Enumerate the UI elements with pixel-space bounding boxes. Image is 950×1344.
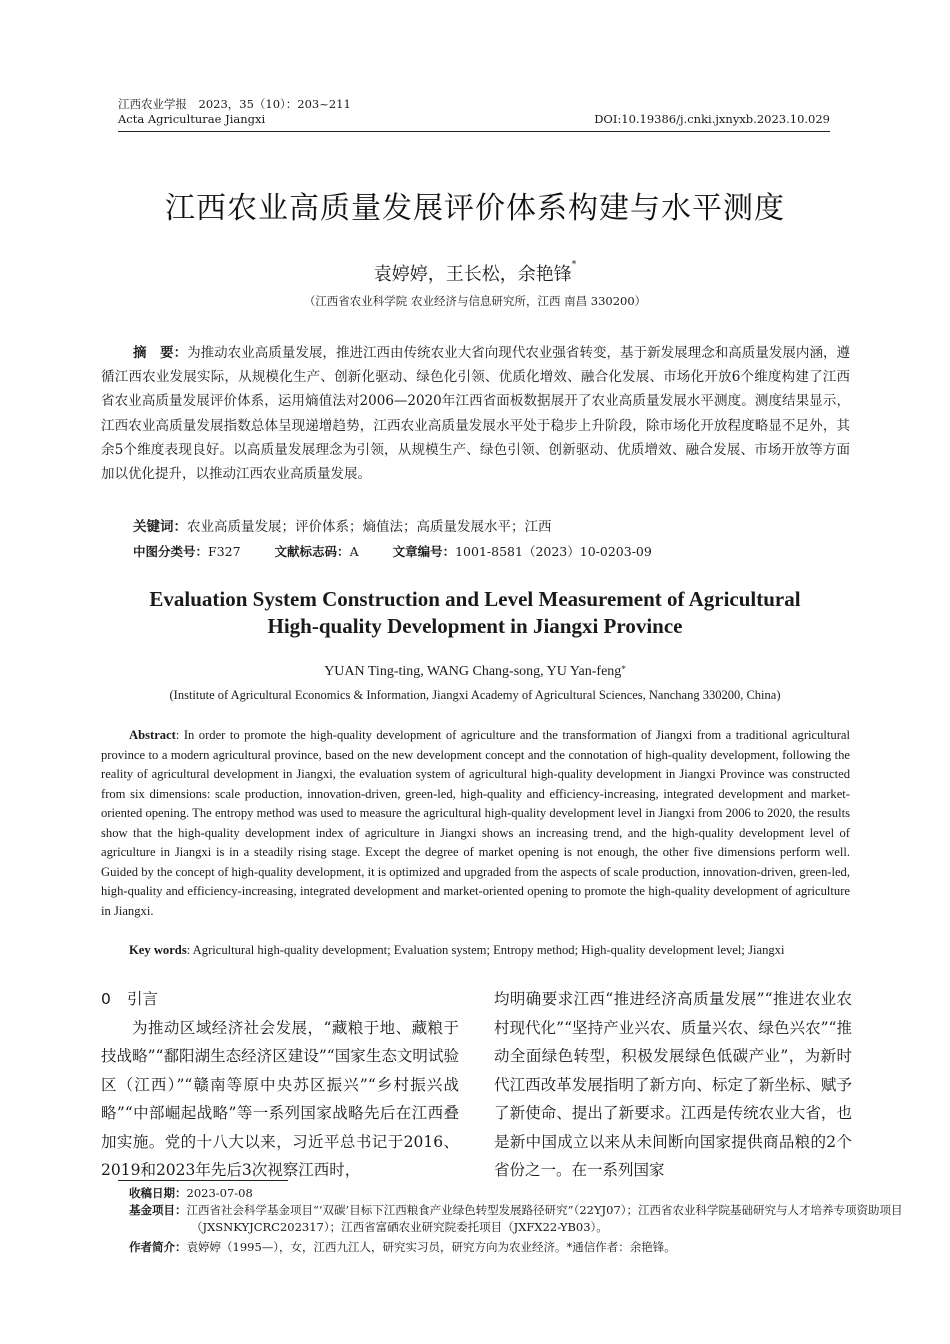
corresponding-mark: * (571, 260, 577, 270)
authors-english (0, 664, 950, 680)
title-english (0, 586, 950, 640)
clc-value: F327 (208, 544, 241, 559)
footnote-fund (129, 1202, 916, 1236)
corresponding-mark-en: * (621, 664, 626, 674)
section-heading (101, 985, 459, 1014)
article-number-value: 1001-8581（2023）10-0203-09 (455, 544, 652, 559)
author-bio-label: 作者简介： (129, 1240, 187, 1254)
classification-line (133, 542, 850, 562)
abstract-english-text: : In order to promote the high-quality development of agriculture and the transformation of Jiangxi from a traditional agricultural province to a modern agricultural province, based on the new development concept and the connotation of high-quality development, following the reality of agricultural development in Jiangxi, the evaluation system of agricultural high-quality development in Jiangxi Province was constructed from six dimensions: scale production, innovation-driven, green-led, high-quality and efficiency-increasing, integrated development and market-oriented opening. The entropy method was used to measure the agricultural high-quality development level in Jiangxi from 2006 to 2020, the results show that the high-quality development index of agriculture in Jiangxi shows an increasing trend, and the high-quality development level of agriculture in Jiangxi is in a steadily rising stage. Except the degree of market opening is not enough, the other five dimensions perform well. Guided by the concept of high-quality development, it is optimized and upgraded from the aspects of scale production, innovation-driven, green-led, high-quality and efficiency-increasing, integrated development and market-oriented opening to promote the high-quality development of agriculture in Jiangxi. (101, 728, 850, 918)
authors-english-names: YUAN Ting-ting, WANG Chang-song, YU Yan-feng (324, 664, 622, 679)
body-column-right (494, 985, 852, 1185)
journal-name-cn: 江西农业学报 2023，35（10）：203~211 (118, 97, 351, 111)
author-bio-text: 袁婷婷（1995—），女，江西九江人，研究实习员，研究方向为农业经济。*通信作者：余艳锋。 (186, 1240, 676, 1254)
running-header (118, 97, 830, 127)
received-date: 2023-07-08 (186, 1186, 253, 1200)
footnote-received (129, 1185, 854, 1202)
doc-code-value: A (349, 544, 359, 559)
doc-code-label: 文献标志码： (274, 544, 350, 559)
abstract-english (101, 726, 850, 921)
abstract-chinese (101, 341, 850, 486)
article-number-label: 文章编号： (392, 544, 456, 559)
header-divider (118, 131, 830, 132)
authors-chinese (0, 260, 950, 286)
affiliation-chinese: （江西省农业科学院 农业经济与信息研究所，江西 南昌 330200） (303, 294, 647, 308)
title-english-line-2: High-quality Development in Jiangxi Province (267, 614, 683, 638)
footnote-author (129, 1239, 854, 1256)
body-column-left (101, 985, 459, 1185)
keywords-chinese-text: 农业高质量发展；评价体系；熵值法；高质量发展水平；江西 (187, 519, 552, 535)
title-english-line-1: Evaluation System Construction and Level Measurement of Agricultural (149, 587, 801, 611)
abstract-english-label: Abstract (129, 728, 176, 742)
authors-chinese-names: 袁婷婷，王长松，余艳锋 (373, 264, 572, 285)
keywords-english-label: Key words (129, 943, 187, 957)
doi[interactable]: DOI:10.19386/j.cnki.jxnyxb.2023.10.029 (594, 112, 830, 126)
section-number: 0 (101, 990, 111, 1008)
title-chinese: 江西农业高质量发展评价体系构建与水平测度 (165, 191, 785, 226)
fund-label: 基金项目： (129, 1203, 187, 1217)
keywords-chinese (133, 517, 850, 537)
keywords-english-text: : Agricultural high-quality development; Evaluation system; Entropy method; High-quality development level; Jiangxi (186, 943, 785, 957)
keywords-english (129, 941, 850, 960)
body-paragraph: 为推动区域经济社会发展，“藏粮于地、藏粮于技战略”“鄱阳湖生态经济区建设”“国家生态文明试验区（江西）”“赣南等原中央苏区振兴”“乡村振兴战略”“中部崛起战略”等一系列国家战略先后在江西叠加实施。党的十八大以来，习近平总书记于2016、2019和2023年先后3次视察江西时， (101, 1018, 459, 1179)
fund-text: 江西省社会科学基金项目“‘双碳’目标下江西粮食产业绿色转型发展路径研究”（22YJ07）；江西省农业科学院基础研究与人才培养专项资助项目（JXSNKYJCRC202317）；江西省富硒农业研究院委托项目（JXFX22-YB03）。 (186, 1203, 903, 1234)
clc-label: 中图分类号： (133, 544, 209, 559)
received-label: 收稿日期： (129, 1186, 187, 1200)
body-paragraph-continued: 均明确要求江西“推进经济高质量发展”“推进农业农村现代化”“坚持产业兴农、质量兴农、绿色兴农”“推动全面绿色转型，积极发展绿色低碳产业”，为新时代江西改革发展指明了新方向、标定了新坐标、赋予了新使命、提出了新要求。江西是传统农业大省，也是新中国成立以来从未间断向国家提供商品粮的2个省份之一。在一系列国家 (494, 990, 852, 1179)
abstract-chinese-text: 为推动农业高质量发展，推进江西由传统农业大省向现代农业强省转变，基于新发展理念和高质量发展内涵，遵循江西农业发展实际，从规模化生产、创新化驱动、绿色化引领、优质化增效、融合化发展、市场化开放6个维度构建了江西省农业高质量发展评价体系，运用熵值法对2006—2020年江西省面板数据展开了农业高质量发展水平测度。测度结果显示，江西农业高质量发展指数总体呈现递增趋势，江西农业高质量发展水平处于稳步上升阶段，除市场化开放程度略显不足外，其余5个维度表现良好。以高质量发展理念为引领，从规模生产、绿色引领、创新驱动、优质增效、融合发展、市场开放等方面加以优化提升，以推动江西农业高质量发展。 (101, 345, 851, 483)
affiliation-english: (Institute of Agricultural Economics & Information, Jiangxi Academy of Agricultural Sciences, Nanchang 330200, China) (169, 688, 781, 702)
abstract-chinese-label: 摘 要： (133, 345, 188, 361)
footnote-divider (118, 1180, 288, 1181)
keywords-chinese-label: 关键词： (133, 519, 187, 535)
journal-name-en: Acta Agriculturae Jiangxi (118, 112, 266, 126)
section-title: 引言 (127, 990, 159, 1008)
